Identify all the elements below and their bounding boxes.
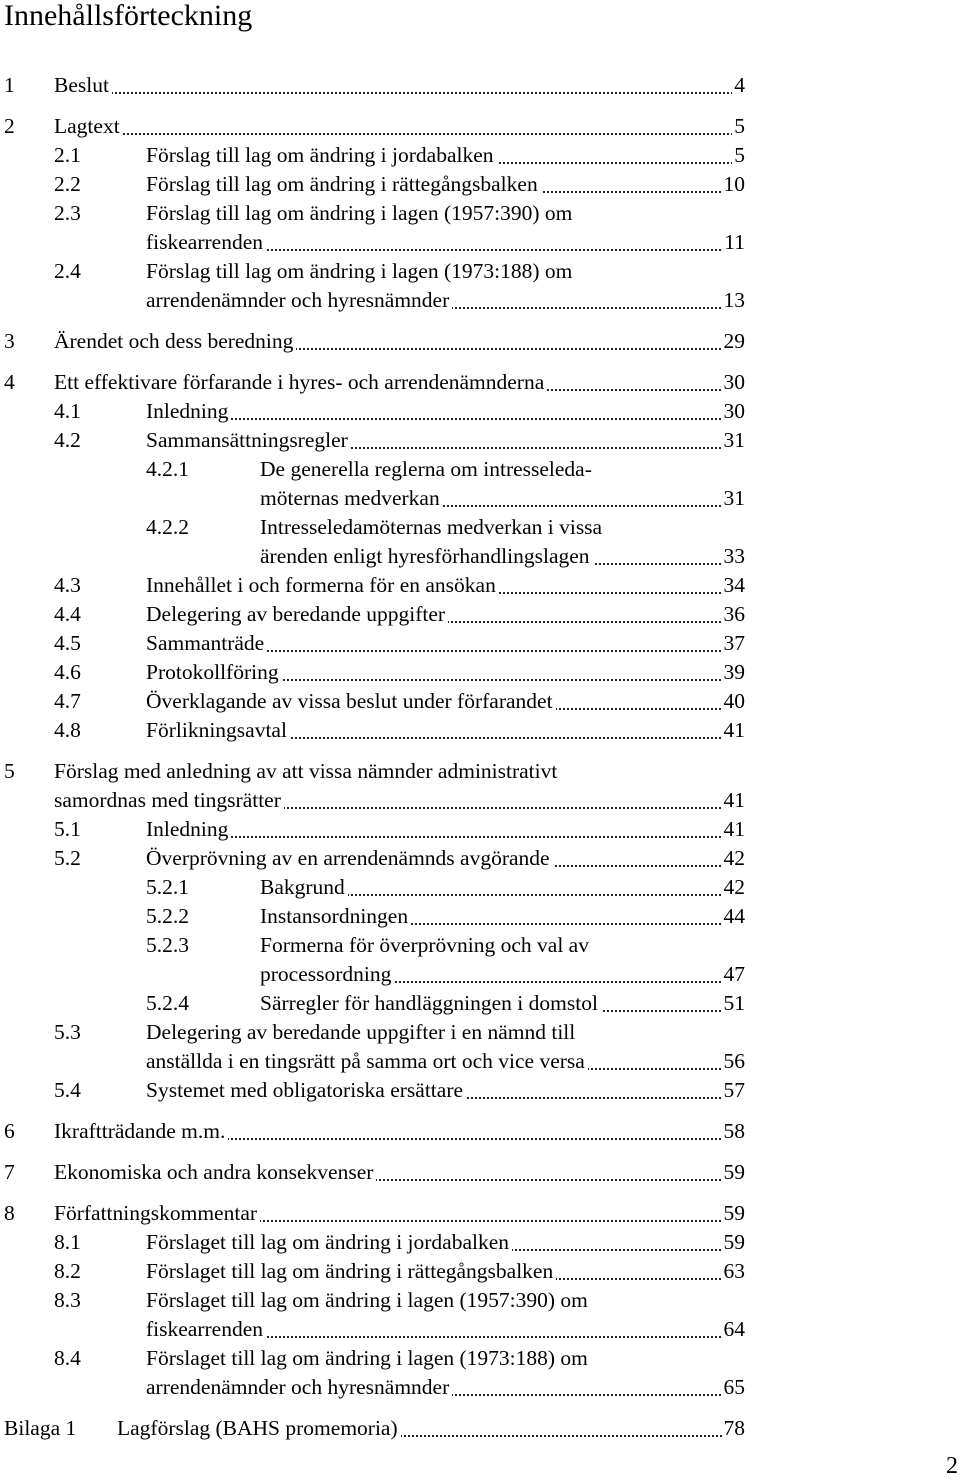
- toc-entry-title: arrendenämnder och hyresnämnder: [146, 1373, 452, 1402]
- toc-entry-title: Överklagande av vissa beslut under förfarandet: [146, 687, 556, 716]
- toc-entry-title: fiskearrenden: [146, 228, 266, 257]
- toc-entry-line: [146, 141, 745, 170]
- toc-entry-line: [146, 1257, 745, 1286]
- toc-entry-title: arrendenämnder och hyresnämnder: [146, 286, 452, 315]
- toc-entry-line: [146, 687, 745, 716]
- toc-entry-page: 4: [732, 71, 745, 100]
- toc-entry-number: 4.4: [54, 602, 81, 626]
- toc-entry-page: 59: [722, 1228, 746, 1257]
- toc-entry-title: Ikraftträdande m.m.: [54, 1117, 228, 1146]
- dot-leader: [54, 92, 745, 94]
- toc-entry-line: [54, 71, 745, 100]
- toc-entry-number: 2.2: [54, 172, 81, 196]
- toc-entry-number: 5.2.1: [146, 875, 189, 899]
- dot-leader: [146, 418, 745, 420]
- toc-entry-line: [146, 1315, 745, 1344]
- toc-entry-page: 29: [722, 327, 746, 356]
- toc-entry-title: Förslag till lag om ändring i jordabalken: [146, 141, 497, 170]
- toc-entry-number: 8.3: [54, 1288, 81, 1312]
- toc-entry-page: 36: [722, 600, 746, 629]
- toc-entry-line: [146, 844, 745, 873]
- toc-entry-number: 8.1: [54, 1230, 81, 1254]
- toc-entry-number: 4.2.2: [146, 515, 189, 539]
- toc-entry-page: 5: [732, 141, 745, 170]
- toc-entry-number: 4.8: [54, 718, 81, 742]
- toc-entry-number: 7: [4, 1160, 15, 1184]
- toc-entry-number: 5.1: [54, 817, 81, 841]
- toc-entry-title: Delegering av beredande uppgifter i en nämnd till: [146, 1020, 576, 1044]
- toc-entry-number: 5.2: [54, 846, 81, 870]
- toc-entry-title: processordning: [260, 960, 394, 989]
- toc-entry-number: 4: [4, 370, 15, 394]
- toc-entry-title: Lagförslag (BAHS promemoria): [117, 1414, 401, 1443]
- toc-entry-title: Förslaget till lag om ändring i rättegångsbalken: [146, 1257, 556, 1286]
- toc-entry-title: Instansordningen: [260, 902, 411, 931]
- toc-entry-page: 37: [722, 629, 746, 658]
- toc-entry-page: 13: [722, 286, 746, 315]
- toc-entry-page: 5: [732, 112, 745, 141]
- toc-entry-number: Bilaga 1: [4, 1416, 77, 1440]
- toc-entry-title: Intresseledamöternas medverkan i vissa: [260, 515, 603, 539]
- page-title: Innehållsförteckning: [4, 0, 253, 32]
- toc-entry-page: 30: [722, 368, 746, 397]
- toc-entry-title: Förslaget till lag om ändring i lagen (1973:188) om: [146, 1346, 588, 1370]
- toc-entry-page: 39: [722, 658, 746, 687]
- toc-entry-line: [54, 1158, 745, 1187]
- toc-entry-title: Beslut: [54, 71, 112, 100]
- toc-entry-title: möternas medverkan: [260, 484, 443, 513]
- toc-entry-page: 59: [722, 1199, 746, 1228]
- toc-entry-page: 51: [722, 989, 746, 1018]
- toc-entry-number: 5.2.2: [146, 904, 189, 928]
- toc-entry-line: [146, 1047, 745, 1076]
- toc-entry-line: [146, 228, 745, 257]
- toc-entry-line: [146, 629, 745, 658]
- toc-entry-title: Systemet med obligatoriska ersättare: [146, 1076, 466, 1105]
- toc-entry-title: Lagtext: [54, 112, 123, 141]
- toc-entry-title: Bakgrund: [260, 873, 348, 902]
- toc-entry-title: Särregler för handläggningen i domstol: [260, 989, 601, 1018]
- toc-entry-page: 31: [722, 484, 746, 513]
- toc-entry-page: 59: [722, 1158, 746, 1187]
- toc-entry-number: 6: [4, 1119, 15, 1143]
- toc-entry-number: 2.1: [54, 143, 81, 167]
- toc-entry-line: [260, 989, 745, 1018]
- toc-entry-line: [54, 368, 745, 397]
- toc-entry-number: 3: [4, 329, 15, 353]
- toc-entry-line: [146, 426, 745, 455]
- toc-entry-line: [117, 1414, 745, 1443]
- toc-entry-number: 4.3: [54, 573, 81, 597]
- toc-entry-page: 57: [722, 1076, 746, 1105]
- toc-entry-page: 64: [722, 1315, 746, 1344]
- toc-entry-line: [54, 112, 745, 141]
- toc-entry-page: 65: [722, 1373, 746, 1402]
- toc-entry-title: Inledning: [146, 397, 231, 426]
- toc-entry-page: 41: [722, 786, 746, 815]
- toc-entry-page: 10: [722, 170, 746, 199]
- toc-entry-line: [146, 397, 745, 426]
- toc-entry-page: 33: [722, 542, 746, 571]
- toc-entry-line: [146, 286, 745, 315]
- toc-entry-number: 8: [4, 1201, 15, 1225]
- toc-entry-title: fiskearrenden: [146, 1315, 266, 1344]
- toc-entry-page: 63: [722, 1257, 746, 1286]
- toc-entry-number: 8.4: [54, 1346, 81, 1370]
- toc-entry-page: 42: [722, 873, 746, 902]
- toc-entry-line: [260, 960, 745, 989]
- page-number: 2: [946, 1453, 958, 1479]
- toc-entry-page: 42: [722, 844, 746, 873]
- toc-entry-number: 4.2: [54, 428, 81, 452]
- toc-entry-number: 4.6: [54, 660, 81, 684]
- toc-entry-title: ärenden enligt hyresförhandlingslagen: [260, 542, 593, 571]
- toc-entry-title: Ekonomiska och andra konsekvenser: [54, 1158, 376, 1187]
- toc-entry-number: 4.1: [54, 399, 81, 423]
- toc-entry-title: samordnas med tingsrätter: [54, 786, 284, 815]
- toc-entry-title: Protokollföring: [146, 658, 282, 687]
- toc-entry-line: [54, 327, 745, 356]
- toc-entry-line: [260, 902, 745, 931]
- toc-entry-title: Ett effektivare förfarande i hyres- och arrendenämnderna: [54, 368, 547, 397]
- toc-entry-line: [146, 815, 745, 844]
- toc-entry-line: [146, 658, 745, 687]
- toc-entry-title: Inledning: [146, 815, 231, 844]
- toc-entry-line: [146, 1373, 745, 1402]
- toc-entry-number: 5: [4, 759, 15, 783]
- toc-entry-title: Författningskommentar: [54, 1199, 260, 1228]
- toc-entry-title: Sammansättningsregler: [146, 426, 351, 455]
- toc-entry-page: 78: [722, 1414, 746, 1443]
- toc-entry-title: Förslaget till lag om ändring i jordabalken: [146, 1228, 512, 1257]
- dot-leader: [54, 133, 745, 135]
- toc-entry-line: [146, 600, 745, 629]
- toc-entry-title: Förslag till lag om ändring i rättegångsbalken: [146, 170, 541, 199]
- toc-entry-page: 44: [722, 902, 746, 931]
- toc-entry-title: Formerna för överprövning och val av: [260, 933, 589, 957]
- toc-entry-number: 5.3: [54, 1020, 81, 1044]
- toc-entry-title: Sammanträde: [146, 629, 267, 658]
- toc-entry-page: 41: [722, 716, 746, 745]
- toc-entry-number: 5.2.3: [146, 933, 189, 957]
- toc-entry-number: 1: [4, 73, 15, 97]
- toc-entry-line: [260, 873, 745, 902]
- toc-entry-page: 31: [722, 426, 746, 455]
- toc-entry-page: 58: [722, 1117, 746, 1146]
- toc-entry-number: 4.7: [54, 689, 81, 713]
- toc-entry-line: [260, 484, 745, 513]
- toc-entry-page: 41: [722, 815, 746, 844]
- toc-entry-title: Förslaget till lag om ändring i lagen (1957:390) om: [146, 1288, 588, 1312]
- toc-entry-line: [146, 170, 745, 199]
- toc-entry-title: Förslag med anledning av att vissa nämnder administrativt: [54, 759, 558, 783]
- toc-entry-title: Överprövning av en arrendenämnds avgörande: [146, 844, 553, 873]
- toc-entry-line: [146, 716, 745, 745]
- toc-entry-title: anställda i en tingsrätt på samma ort och vice versa: [146, 1047, 588, 1076]
- toc-entry-title: Delegering av beredande uppgifter: [146, 600, 448, 629]
- toc-entry-page: 34: [722, 571, 746, 600]
- toc-entry-page: 30: [722, 397, 746, 426]
- toc-entry-number: 5.2.4: [146, 991, 189, 1015]
- toc-entry-number: 2.4: [54, 259, 81, 283]
- toc-entry-title: Förslag till lag om ändring i lagen (1957:390) om: [146, 201, 573, 225]
- toc-entry-number: 2.3: [54, 201, 81, 225]
- toc-entry-line: [54, 1117, 745, 1146]
- toc-entry-line: [54, 786, 745, 815]
- toc-entry-line: [260, 542, 745, 571]
- toc-entry-number: 5.4: [54, 1078, 81, 1102]
- toc-entry-page: 56: [722, 1047, 746, 1076]
- toc-entry-page: 11: [722, 228, 745, 257]
- toc-entry-title: De generella reglerna om intresseleda-: [260, 457, 592, 481]
- toc-entry-title: Innehållet i och formerna för en ansökan: [146, 571, 499, 600]
- toc-entry-page: 47: [722, 960, 746, 989]
- toc-entry-number: 2: [4, 114, 15, 138]
- toc-entry-title: Förlikningsavtal: [146, 716, 290, 745]
- toc-entry-title: Förslag till lag om ändring i lagen (1973:188) om: [146, 259, 573, 283]
- toc-entry-line: [146, 571, 745, 600]
- toc-entry-title: Ärendet och dess beredning: [54, 327, 296, 356]
- dot-leader: [146, 836, 745, 838]
- toc-entry-number: 4.2.1: [146, 457, 189, 481]
- toc-entry-line: [146, 1228, 745, 1257]
- toc-entry-number: 4.5: [54, 631, 81, 655]
- toc-entry-line: [146, 1076, 745, 1105]
- toc-entry-page: 40: [722, 687, 746, 716]
- toc-entry-number: 8.2: [54, 1259, 81, 1283]
- toc-entry-line: [54, 1199, 745, 1228]
